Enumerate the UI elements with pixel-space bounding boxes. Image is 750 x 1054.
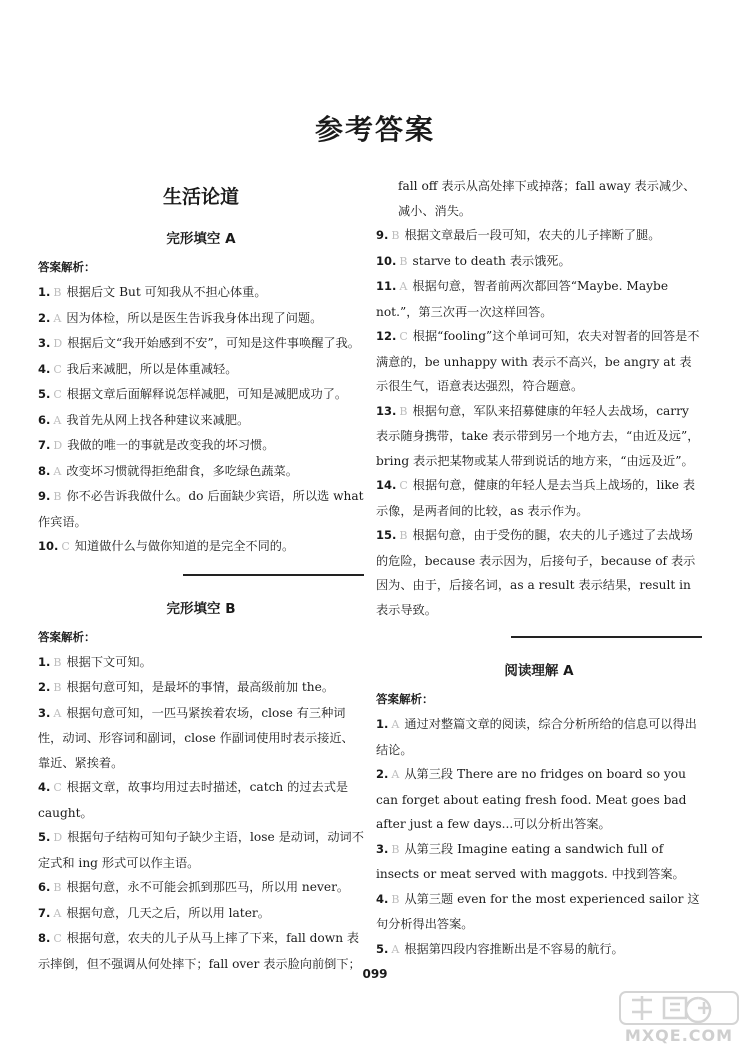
section-heading-cloze-a: 完形填空 A: [166, 231, 236, 247]
answer-item: [38, 875, 364, 901]
answer-item: [376, 274, 702, 324]
answer-item: [38, 382, 364, 408]
answer-list-cloze-b: [38, 650, 364, 977]
answer-item-number: 2.: [38, 680, 51, 694]
answer-item-text: 知道做什么与做你知道的是完全不同的。: [74, 539, 295, 553]
answer-item-choice: A: [53, 413, 62, 427]
answer-item-text: 根据句意，永不可能会抓到那匹马，所以用 never。: [66, 880, 350, 894]
answer-item-number: 15.: [376, 528, 397, 542]
answer-item-text: 你不必告诉我做什么。do 后面缺少宾语，所以选 what 作宾语。: [38, 489, 364, 529]
answer-item-number: 7.: [38, 438, 51, 452]
answer-item-text: 根据下文可知。: [66, 654, 152, 669]
answer-item: [376, 523, 702, 622]
answer-item: [376, 399, 702, 474]
answer-item: [38, 901, 364, 927]
answer-item-choice: A: [391, 768, 400, 781]
answer-item-text: 改变坏习惯就得拒绝甜食，多吃绿色蔬菜。: [66, 463, 298, 478]
answer-item: [38, 675, 364, 701]
answer-item-text: 因为体检，所以是医生告诉我身体出现了问题。: [66, 310, 323, 325]
answer-item-number: 8.: [38, 463, 51, 478]
answer-item-number: 1.: [38, 654, 51, 669]
answer-item-number: 3.: [38, 705, 51, 720]
answer-item-choice: B: [391, 229, 400, 242]
answer-item-number: 4.: [38, 361, 51, 376]
answer-item-text: 我后来减肥，所以是体重减轻。: [66, 361, 238, 376]
answer-item: [376, 837, 702, 887]
answer-item-number: 14.: [376, 478, 397, 492]
answer-item-choice: B: [399, 404, 408, 418]
continued-text: fall off 表示从高处摔下或掉落；fall away 表示减少、减小、消失。: [398, 179, 696, 218]
answer-item: [38, 701, 364, 776]
answer-item: [376, 249, 702, 275]
answer-item-choice: B: [399, 254, 408, 268]
answer-item-choice: D: [53, 439, 63, 452]
answer-item-text: 根据句意，几天之后，所以用 later。: [66, 905, 270, 920]
answer-item-text: 从第三段 There are no fridges on board so you can forget about eating fresh food. Meat goes bad after just a few days...可以分析出答案。: [376, 767, 687, 831]
answer-item: [38, 459, 364, 485]
answer-item: [376, 887, 702, 937]
answer-item: [38, 306, 364, 332]
answer-item-number: 12.: [376, 329, 397, 343]
answer-item: [376, 324, 702, 399]
answer-item-number: 4.: [38, 780, 51, 794]
answer-item-number: 4.: [376, 891, 389, 906]
answer-item-number: 5.: [38, 387, 51, 401]
answer-item-number: 3.: [38, 336, 51, 350]
answer-item-text: starve to death 表示饿死。: [412, 253, 571, 268]
answer-item-number: 11.: [376, 279, 397, 293]
answer-item-choice: C: [53, 932, 62, 945]
left-column: [38, 178, 364, 976]
answer-item: [38, 433, 364, 459]
section-heading-reading-a: 阅读理解 A: [504, 663, 574, 679]
answer-label: 答案解析：: [38, 629, 96, 644]
answer-item-choice: A: [53, 906, 62, 920]
answer-label: 答案解析：: [376, 692, 434, 706]
page-number: 099: [362, 967, 388, 981]
answer-item: [38, 331, 364, 357]
answer-item: [376, 473, 702, 523]
answer-item-text: 根据句意可知，一匹马紧挨着农场，close 有三种词性，动词、形容词和副词，close 作副词使用时表示接近、靠近、紧挨着。: [38, 705, 354, 770]
answer-item-choice: A: [391, 718, 400, 731]
answer-item-number: 6.: [38, 412, 51, 427]
answer-item: [376, 223, 702, 249]
answer-item-text: 根据句意，由于受伤的腿，农夫的儿子逃过了去战场的危险，because 表示因为，后接句子，because of 表示因为、由于，后接名词，as a result 表示结果，result in 表示导致。: [376, 528, 696, 617]
answer-item: [376, 937, 702, 963]
answer-item-choice: C: [53, 781, 62, 794]
page-title: 参考答案: [314, 113, 435, 146]
watermark-logo-icon: [618, 990, 740, 1026]
answer-item-choice: B: [391, 892, 400, 906]
answer-item: [38, 357, 364, 383]
section-divider: [376, 636, 702, 638]
answer-item-number: 6.: [38, 880, 51, 894]
answer-item-number: 1.: [376, 717, 389, 731]
answer-item-number: 9.: [376, 228, 389, 242]
answer-item-choice: A: [53, 311, 62, 325]
answer-item-choice: B: [53, 286, 62, 299]
answer-item-text: 从第三段 Imagine eating a sandwich full of insects or meat served with maggots. 中找到答案。: [376, 841, 685, 881]
answer-item-number: 9.: [38, 489, 51, 503]
answer-item: [376, 712, 702, 762]
answer-item-text: 根据句意，农夫的儿子从马上摔了下来，fall down 表示摔倒，但不强调从何处摔下；fall over 表示脸向前倒下；: [38, 931, 361, 971]
answer-item-choice: B: [53, 881, 62, 894]
answer-item-choice: C: [399, 330, 408, 343]
answer-item: [38, 825, 364, 875]
answer-item-choice: A: [53, 706, 62, 720]
answer-list-cloze-a: [38, 280, 364, 560]
answer-item-text: 根据句意，军队来招募健康的年轻人去战场，carry 表示随身携带，take 表示带到另一个地方去，“由近及远”，bring 表示把某物或某人带到说话的地方来，“由远及近”。: [376, 403, 700, 468]
answer-item-text: 从第三题 even for the most experienced sailor 这句分析得出答案。: [376, 891, 700, 931]
answer-item-choice: A: [53, 464, 62, 478]
answer-item-number: 10.: [376, 253, 397, 268]
answer-item-choice: C: [53, 388, 62, 401]
answer-list-reading-a: [376, 712, 702, 962]
answer-item: [38, 534, 364, 560]
answer-item-text: 根据后文 But 可知我从不担心体重。: [66, 285, 267, 299]
answer-item: [38, 775, 364, 825]
answer-item-number: 13.: [376, 403, 397, 418]
answer-item: [38, 280, 364, 306]
answer-item-choice: B: [399, 529, 408, 542]
answer-item-text: 我做的唯一的事就是改变我的坏习惯。: [67, 438, 275, 452]
answer-item-choice: B: [53, 681, 62, 694]
answer-item-number: 5.: [376, 941, 389, 956]
answer-item-number: 7.: [38, 905, 51, 920]
answer-item-choice: B: [53, 490, 62, 503]
answer-item-text: 根据后文“我开始感到不安”，可知是这件事唤醒了我。: [67, 336, 360, 350]
answer-item-text: 根据文章后面解释说怎样减肥，可知是减肥成功了。: [66, 387, 348, 401]
answer-item-text: 通过对整篇文章的阅读，综合分析所给的信息可以得出结论。: [376, 717, 697, 757]
answer-item-choice: B: [53, 655, 62, 669]
answer-item-choice: C: [61, 540, 70, 553]
answer-item-number: 1.: [38, 285, 51, 299]
answer-item-number: 5.: [38, 830, 51, 844]
answer-item-number: 2.: [38, 310, 51, 325]
answer-item: [376, 762, 702, 837]
right-column: [376, 174, 702, 962]
answer-item-text: 根据文章，故事均用过去时描述，catch 的过去式是 caught。: [38, 780, 349, 820]
section-heading-cloze-b: 完形填空 B: [166, 600, 236, 617]
answer-item: [38, 650, 364, 676]
answer-item-choice: C: [399, 479, 408, 492]
answer-item-text: 根据句意，健康的年轻人是去当兵上战场的，like 表示像，是两者间的比较，as 表示作为。: [376, 478, 696, 518]
answer-item-choice: A: [399, 280, 408, 293]
answer-item-choice: D: [53, 337, 63, 350]
answer-item-choice: D: [53, 831, 63, 844]
answer-label: 答案解析：: [38, 260, 96, 274]
answer-item-number: 2.: [376, 767, 389, 781]
answer-item-text: 根据文章最后一段可知，农夫的儿子摔断了腿。: [404, 228, 661, 242]
answer-item: [38, 484, 364, 534]
answer-item: [38, 408, 364, 434]
answer-item-text: 根据句意，智者前两次都回答“Maybe. Maybe not.”，第三次再一次这样回答。: [376, 279, 669, 319]
section-divider: [38, 574, 364, 576]
main-heading: 生活论道: [162, 186, 239, 208]
answer-item-number: 10.: [38, 539, 59, 553]
answer-item-number: 3.: [376, 841, 389, 856]
watermark-logo: [618, 990, 740, 1048]
answer-item-text: 根据句子结构可知句子缺少主语，lose 是动词，动词不定式和 ing 形式可以作主语。: [38, 830, 364, 870]
answer-list-cloze-b-continued: [376, 223, 702, 622]
answer-item-choice: C: [53, 362, 62, 376]
answer-item-choice: B: [391, 842, 400, 856]
answer-item-text: 根据句意可知，是最坏的事情，最高级前加 the。: [66, 680, 335, 694]
watermark-text: MXQE.COM: [624, 1026, 734, 1045]
answer-item-choice: A: [391, 942, 400, 956]
answer-item-text: 我首先从网上找各种建议来减肥。: [66, 412, 250, 427]
answer-item-number: 8.: [38, 931, 51, 945]
answer-item-text: 根据第四段内容推断出是不容易的航行。: [404, 941, 624, 956]
answer-item-text: 根据“fooling”这个单词可知，农夫对智者的回答是不满意的，be unhappy with 表示不高兴，be angry at 表示很生气，语意表达强烈，符合题意。: [376, 329, 700, 393]
